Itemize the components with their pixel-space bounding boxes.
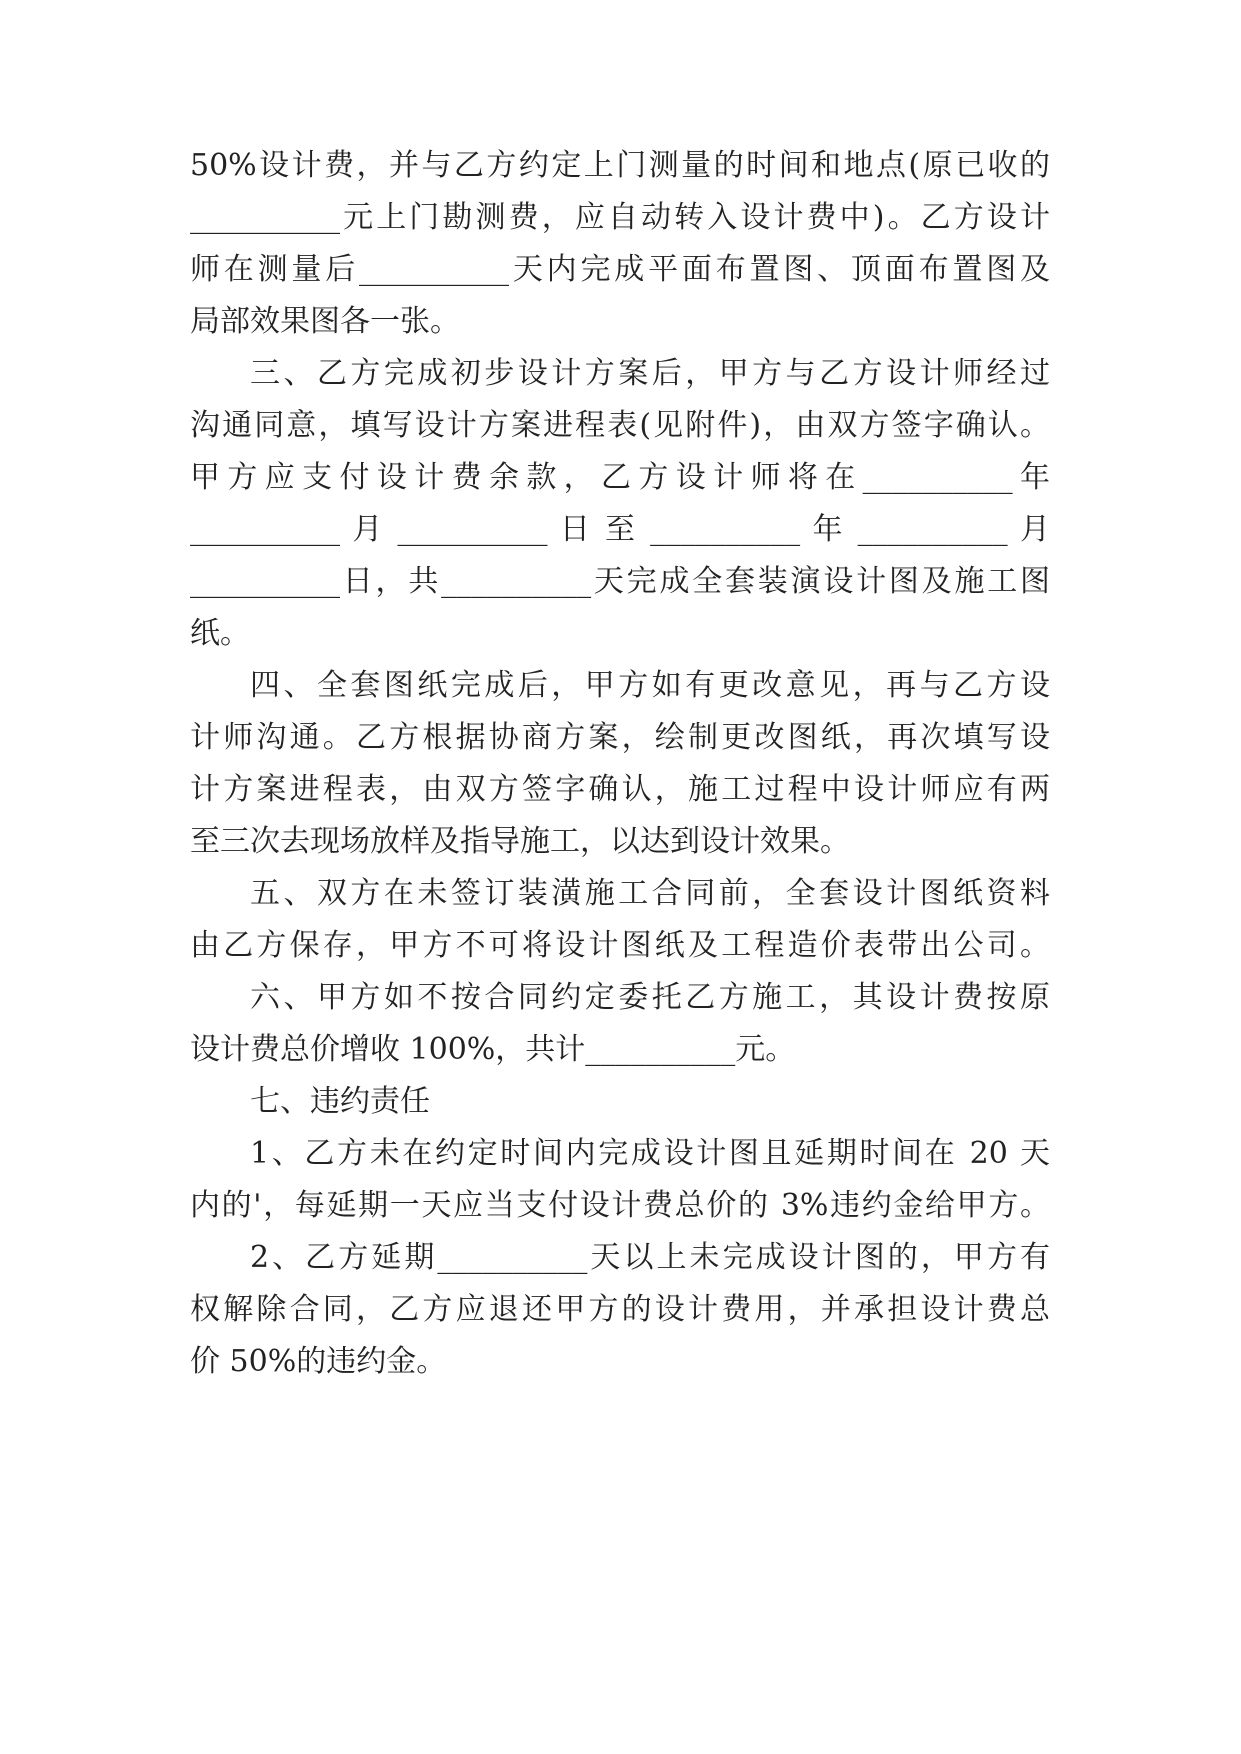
text-line: 纸。 (190, 616, 250, 651)
text-line: 甲方应支付设计费余款，乙方设计师将在__________年 (190, 460, 1050, 495)
text-line: 价 50%的违约金。 (190, 1344, 447, 1379)
text-line: 计师沟通。乙方根据协商方案，绘制更改图纸，再次填写设 (190, 720, 1050, 755)
text-line: 局部效果图各一张。 (190, 304, 460, 339)
paragraph-start: 1、乙方未在约定时间内完成设计图且延期时间在 20 天 (250, 1136, 1050, 1171)
text-line: 师在测量后__________天内完成平面布置图、顶面布置图及 (190, 252, 1050, 287)
text-line: __________ 月 __________ 日 至 __________ 年 __________ 月 (190, 512, 1050, 547)
text-line: 至三次去现场放样及指导施工，以达到设计效果。 (190, 824, 850, 859)
text-line: 计方案进程表，由双方签字确认，施工过程中设计师应有两 (190, 772, 1050, 807)
paragraph-start: 2、乙方延期__________天以上未完成设计图的，甲方有 (250, 1240, 1050, 1275)
section-heading: 七、违约责任 (250, 1084, 430, 1119)
paragraph-start: 四、全套图纸完成后，甲方如有更改意见，再与乙方设 (250, 668, 1050, 703)
text-line: 设计费总价增收 100%，共计__________元。 (190, 1032, 796, 1067)
text-line: __________日，共__________天完成全套装演设计图及施工图 (190, 564, 1050, 599)
paragraph-start: 五、双方在未签订装潢施工合同前，全套设计图纸资料 (250, 876, 1050, 911)
text-line: __________元上门勘测费，应自动转入设计费中)。乙方设计 (190, 200, 1050, 235)
text-line: 权解除合同，乙方应退还甲方的设计费用，并承担设计费总 (190, 1292, 1050, 1327)
paragraph-start: 六、甲方如不按合同约定委托乙方施工，其设计费按原 (250, 980, 1050, 1015)
paragraph-start: 三、乙方完成初步设计方案后，甲方与乙方设计师经过 (250, 356, 1050, 391)
text-line: 由乙方保存，甲方不可将设计图纸及工程造价表带出公司。 (190, 928, 1050, 963)
text-line: 50%设计费，并与乙方约定上门测量的时间和地点(原已收的 (190, 148, 1050, 183)
text-line: 沟通同意，填写设计方案进程表(见附件)，由双方签字确认。 (190, 408, 1050, 443)
text-line: 内的'，每延期一天应当支付设计费总价的 3%违约金给甲方。 (190, 1188, 1050, 1223)
